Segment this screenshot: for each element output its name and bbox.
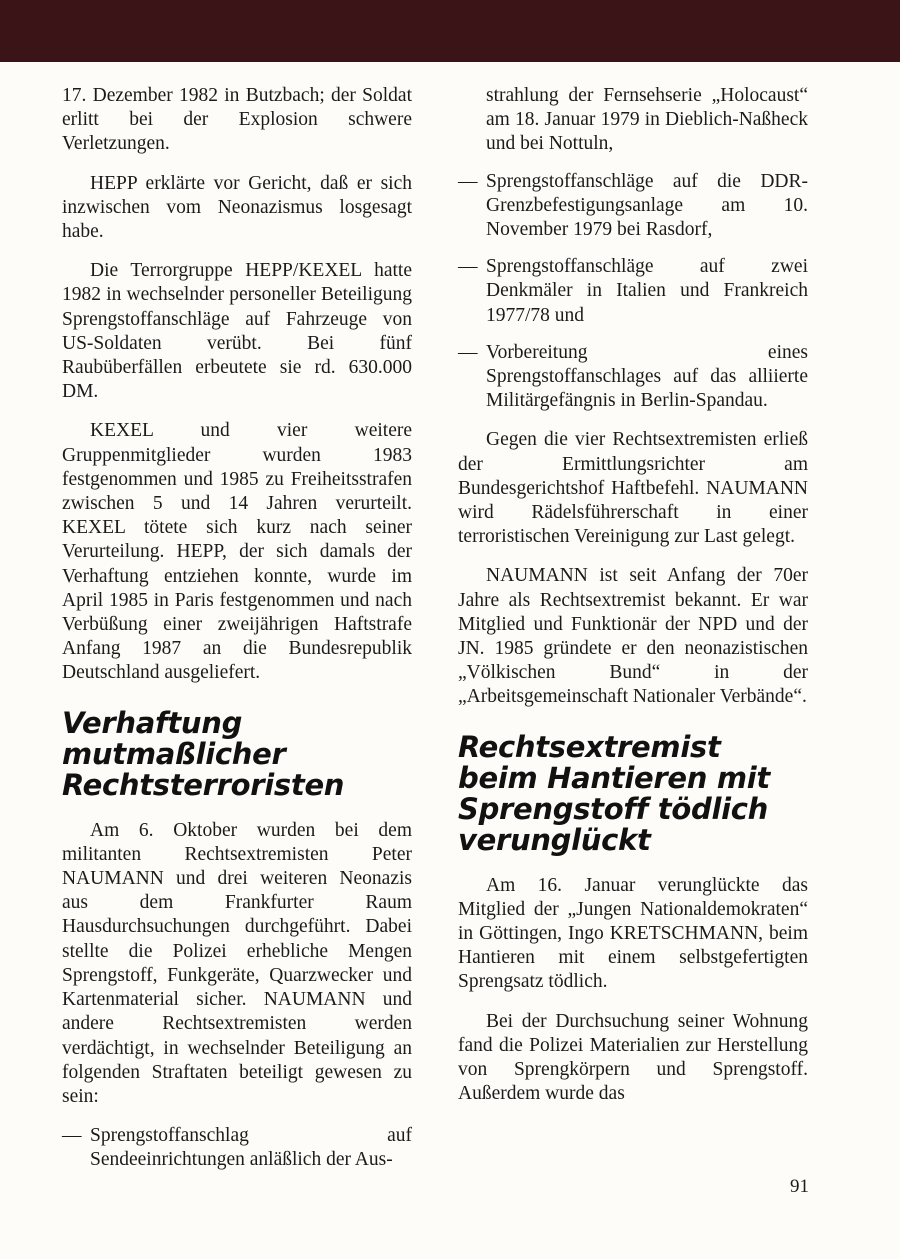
list-item: — Sprengstoffanschläge auf die DDR-Grenzbefestigungsanlage am 10. November 1979 bei Rasdorf, xyxy=(458,170,808,243)
paragraph: Gegen die vier Rechtsextremisten erließ der Ermittlungsrichter am Bundesgerichtshof Haftbefehl. NAUMANN wird Rädelsführerschaft in einer terroristischen Vereinigung zur Last gelegt. xyxy=(458,429,808,548)
section-heading: Verhaftung mutmaßlicher Rechtsterroristen xyxy=(62,705,345,802)
list-item: — Sprengstoffanschläge auf zwei Denkmäler in Italien und Frankreich 1977/78 und xyxy=(458,255,808,328)
left-column xyxy=(62,84,412,1188)
list-item: — Vorbereitung eines Sprengstoffanschlages auf das alliierte Militärgefängnis in Berlin-Spandau. xyxy=(458,341,808,414)
offense-list-continued xyxy=(458,84,808,413)
right-column xyxy=(458,84,808,1122)
offense-list xyxy=(62,1124,412,1172)
paragraph: 17. Dezember 1982 in Butzbach; der Soldat erlitt bei der Explosion schwere Verletzungen. xyxy=(62,85,412,155)
paragraph: Die Terrorgruppe HEPP/KEXEL hatte 1982 in wechselnder personeller Beteiligung Sprengstoffanschläge auf Fahrzeuge von US-Soldaten verübt. Bei fünf Raubüberfällen erbeutete sie rd. 630.000 DM. xyxy=(62,260,412,403)
top-color-band xyxy=(0,0,900,62)
paragraph: HEPP erklärte vor Gericht, daß er sich inzwischen vom Neonazismus losgesagt habe. xyxy=(62,172,412,243)
paragraph: Am 6. Oktober wurden bei dem militanten Rechtsextremisten Peter NAUMANN und drei weiteren Neonazis aus dem Frankfurter Raum Hausdurchsuchungen durchgeführt. Dabei stellte die Polizei erhebliche Mengen Sprengstoff, Funkgeräte, Quarzwecker und Kartenmaterial sicher. NAUMANN und andere Rechtsextremisten werden verdächtigt, in wechselnder Beteiligung an folgenden Straftaten beteiligt gewesen zu sein: xyxy=(62,819,412,1107)
section-heading: Rechtsextremist beim Hantieren mit Sprengstoff tödlich verunglückt xyxy=(458,729,770,857)
paragraph: Bei der Durchsuchung seiner Wohnung fand die Polizei Materialien zur Herstellung von Sprengkörpern und Sprengstoff. Außerdem wurde das xyxy=(458,1010,808,1105)
paragraph: KEXEL und vier weitere Gruppenmitglieder wurden 1983 festgenommen und 1985 zu Freiheitsstrafen zwischen 5 und 14 Jahren verurteilt. KEXEL tötete sich kurz nach seiner Verurteilung. HEPP, der sich damals der Verhaftung entziehen konnte, wurde im April 1985 in Paris festgenommen und nach Verbüßung einer zweijährigen Haftstrafe Anfang 1987 an die Bundesrepublik Deutschland ausgeliefert. xyxy=(62,420,412,684)
paragraph: Am 16. Januar verunglückte das Mitglied der „Jungen Nationaldemokraten“ in Göttingen, Ingo KRETSCHMANN, beim Hantieren mit einem selbstgefertigten Sprengsatz tödlich. xyxy=(458,874,808,993)
list-item-continued xyxy=(458,84,808,157)
page-number: 91 xyxy=(790,1176,809,1197)
list-item-text: strahlung der Fernsehserie „Holocaust“ am 18. Januar 1979 in Dieblich-Naßheck und bei Nottuln, xyxy=(486,85,808,155)
paragraph: NAUMANN ist seit Anfang der 70er Jahre als Rechtsextremist bekannt. Er war Mitglied und Funktionär der NPD und der JN. 1985 gründete er den neonazistischen „Völkischen Bund“ in der „Arbeitsgemeinschaft Nationaler Verbände“. xyxy=(458,565,808,708)
list-item: — Sprengstoffanschlag auf Sendeeinrichtungen anläßlich der Aus- xyxy=(62,1124,412,1172)
